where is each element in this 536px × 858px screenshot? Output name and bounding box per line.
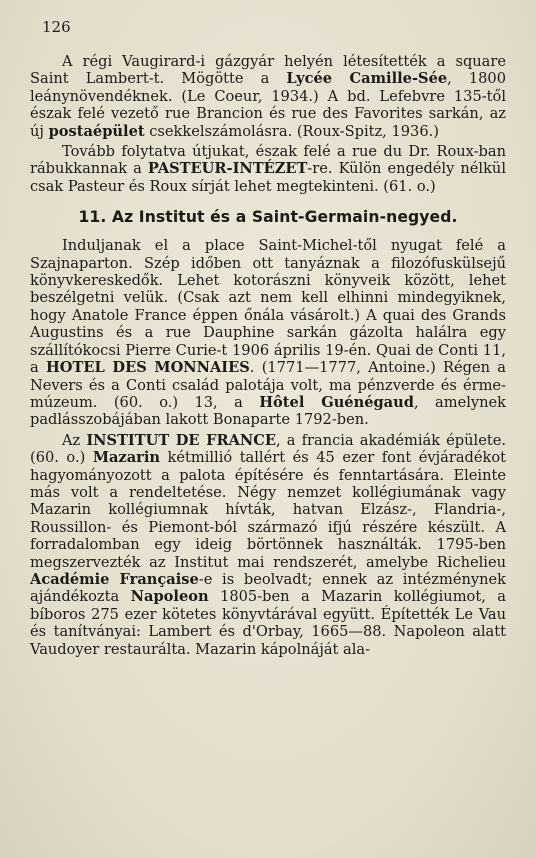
- bold-term: INSTITUT DE FRANCE: [86, 431, 277, 449]
- bold-term: postaépület: [48, 122, 145, 140]
- bold-term: HOTEL DES MONNAIES: [45, 359, 250, 377]
- paragraph: A régi Vaugirard-i gázgyár helyén létesítették a square Saint Lambert-t. Mögötte a Lycée Camille-Sée, 1800 leánynövendéknek. (Le Coeur, 1934.) A bd. Lefebvre 135-től észak felé vezető rue Brancion és rue des Favorites sarkán, az új postaépület csekkelszámolásra. (Roux-Spitz, 1936.): [30, 53, 506, 140]
- bold-term: Napoleon: [130, 588, 209, 606]
- paragraph: Induljanak el a place Saint-Michel-től nyugat felé a Szajnaparton. Szép időben ott tanyáznak a filozófuskülsejű könyvkereskedők. Lehet kotorászni könyveik között, lehet beszélgetni velük. (Csak azt nem kell elhinni mindegyiknek, hogy Anatole France éppen őnála vásárolt.) A quai des Grands Augustins és a rue Dauphine sarkán gázolta halálra egy szállítókocsi Pierre Curie-t 1906 április 19-én. Quai de Conti 11, a HOTEL DES MONNAIES. (1771—1777, Antoine.) Régen a Nevers és a Conti család palotája volt, ma pénzverde és érme-múzeum. (60. o.) 13, a Hôtel Guénégaud, amelynek padlásszobájában lakott Bonaparte 1792-ben.: [30, 237, 507, 429]
- bold-term: Lycée Camille-Sée: [286, 70, 448, 88]
- section-heading: 11. Az Institut és a Saint-Germain-negyed.: [78, 208, 458, 227]
- bold-term: Hôtel Guénégaud: [259, 393, 414, 411]
- page-number: 126: [42, 18, 71, 36]
- paragraph: Az INSTITUT DE FRANCE, a francia akadémiák épülete. (60. o.) Mazarin kétmillió tallért és 45 ezer font évjáradékot hagyományozott a palota építésére és fenntartására. Eleinte más volt a rendeltetése. Négy nemzet kollégiumának vagy Mazarin kollégiumnak hívták, hatvan Elzász-, Flandria-, Roussillon- és Piemont-ból származó ifjú részére készült. A forradalomban egy ideig börtönnek használták. 1795-ben megszervezték az Institut mai rendszerét, amelybe Richelieu Académie Française-e is beolvadt; ennek az intézménynek ajándékozta Napoleon 1805-ben a Mazarin kollégiumot, a bíboros 275 ezer kötetes könyvtárával együtt. Építették Le Vau és tanítványai: Lambert és d'Orbay, 1665—88. Napoleon alatt Vaudoyer restaurálta. Mazarin kápolnáját ala-: [30, 431, 507, 658]
- paragraph: Tovább folytatva útjukat, észak felé a rue du Dr. Roux-ban rábukkannak a PASTEUR-INTÉZET-re. Külön engedély nélkül csak Pasteur és Roux sírját lehet megtekinteni. (61. o.): [30, 143, 506, 195]
- bold-term: PASTEUR-INTÉZET: [147, 160, 308, 178]
- bold-term: Académie Française: [30, 570, 199, 588]
- section-text: [30, 237, 506, 658]
- intro-text: [30, 53, 506, 195]
- bold-term: Mazarin: [92, 449, 161, 467]
